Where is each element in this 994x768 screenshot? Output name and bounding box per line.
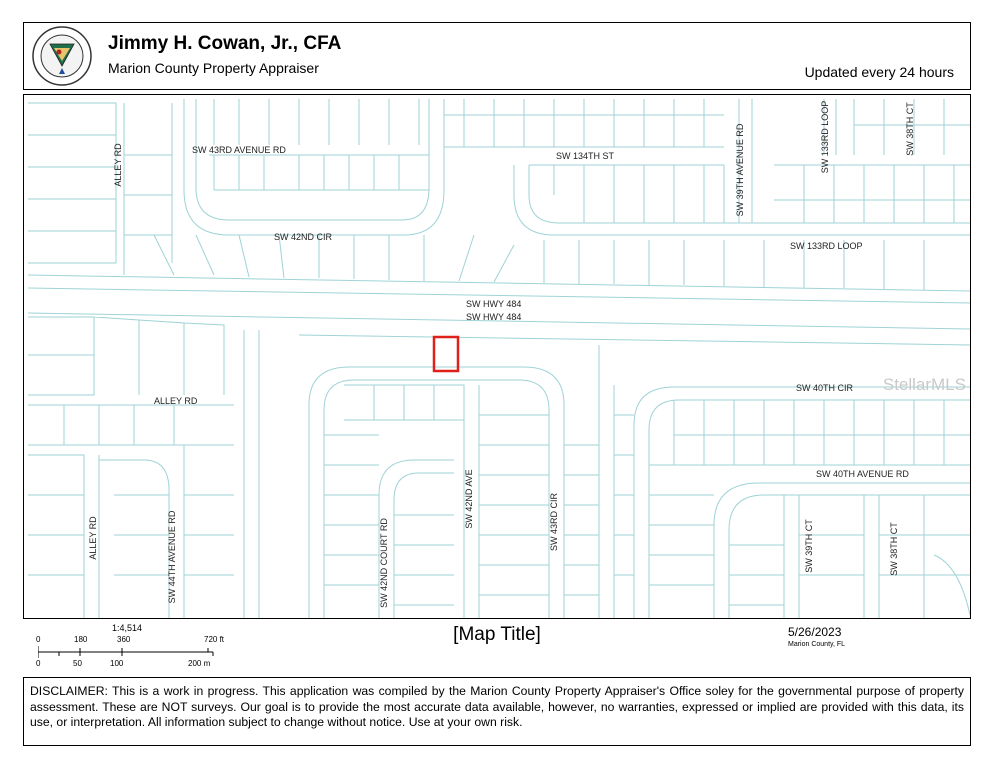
street-label-sw-42nd-ave: SW 42ND AVE xyxy=(464,469,474,529)
scale-tick-ft-360: 360 xyxy=(117,635,131,644)
parcel-map[interactable] xyxy=(23,94,971,619)
scale-ratio: 1:4,514 xyxy=(112,623,143,633)
street-label-sw-43rd-cir: SW 43RD CIR xyxy=(549,492,559,552)
scale-tick-m-200: 200 m xyxy=(188,659,211,668)
street-label-sw-42nd-court-rd: SW 42ND COURT RD xyxy=(379,518,389,608)
street-label-sw-hwy-484-b: SW HWY 484 xyxy=(466,312,522,322)
street-label-sw-43rd-avenue-rd: SW 43RD AVENUE RD xyxy=(192,145,286,155)
update-note: Updated every 24 hours xyxy=(804,64,954,80)
street-label-sw-40th-avenue-rd: SW 40TH AVENUE RD xyxy=(816,469,909,479)
scale-tick-m-100: 100 xyxy=(110,659,124,668)
street-label-sw-134th-st: SW 134TH ST xyxy=(556,151,615,161)
street-label-sw-38th-ct-north: SW 38TH CT xyxy=(905,102,915,156)
scale-tick-m-50: 50 xyxy=(73,659,82,668)
street-label-alley-rd-north: ALLEY RD xyxy=(113,143,123,187)
header-banner xyxy=(23,22,971,90)
scale-tick-ft-180: 180 xyxy=(74,635,88,644)
scale-bar-graphic xyxy=(38,645,218,659)
street-label-sw-42nd-cir: SW 42ND CIR xyxy=(274,232,333,242)
street-label-alley-rd-south: ALLEY RD xyxy=(88,516,98,560)
street-label-sw-133rd-loop-vertical: SW 133RD LOOP xyxy=(820,100,830,174)
print-info xyxy=(788,625,845,648)
appraiser-name: Jimmy H. Cowan, Jr., CFA xyxy=(108,33,342,54)
disclaimer: DISCLAIMER: This is a work in progress. This application was compiled by the Marion County Property Appraiser's Office soley for the governmental purpose of property assessment. These are NOT surveys. Our goal is to provide the most accurate data available, however, no warranties, expressed or implied are provided with this data, its use, or interpretation. All information subject to change without notice. Use at your own risk. xyxy=(23,677,971,746)
print-date: 5/26/2023 xyxy=(788,625,842,639)
scale-tick-m-0: 0 xyxy=(36,659,41,668)
street-label-sw-44th-avenue-rd: SW 44TH AVENUE RD xyxy=(167,510,177,604)
appraiser-office: Marion County Property Appraiser xyxy=(108,60,319,76)
print-county: Marion County, FL xyxy=(788,641,846,648)
scale-tick-ft-720: 720 ft xyxy=(204,635,225,644)
subject-parcel-outline[interactable] xyxy=(434,337,458,371)
map-title: [Map Title] xyxy=(453,624,541,645)
property-appraiser-seal-icon xyxy=(32,26,92,86)
street-label-alley-rd-middle: ALLEY RD xyxy=(154,396,198,406)
scale-tick-ft-0: 0 xyxy=(36,635,41,644)
street-label-sw-38th-ct-south: SW 38TH CT xyxy=(889,522,899,576)
street-label-sw-40th-cir: SW 40TH CIR xyxy=(796,383,854,393)
street-label-sw-39th-ct: SW 39TH CT xyxy=(804,519,814,573)
watermark: StellarMLS xyxy=(882,375,966,394)
street-label-sw-39th-avenue-rd: SW 39TH AVENUE RD xyxy=(735,123,745,217)
parcel-map-canvas xyxy=(24,95,971,619)
street-label-sw-133rd-loop: SW 133RD LOOP xyxy=(790,241,863,251)
street-label-sw-hwy-484-a: SW HWY 484 xyxy=(466,299,522,309)
